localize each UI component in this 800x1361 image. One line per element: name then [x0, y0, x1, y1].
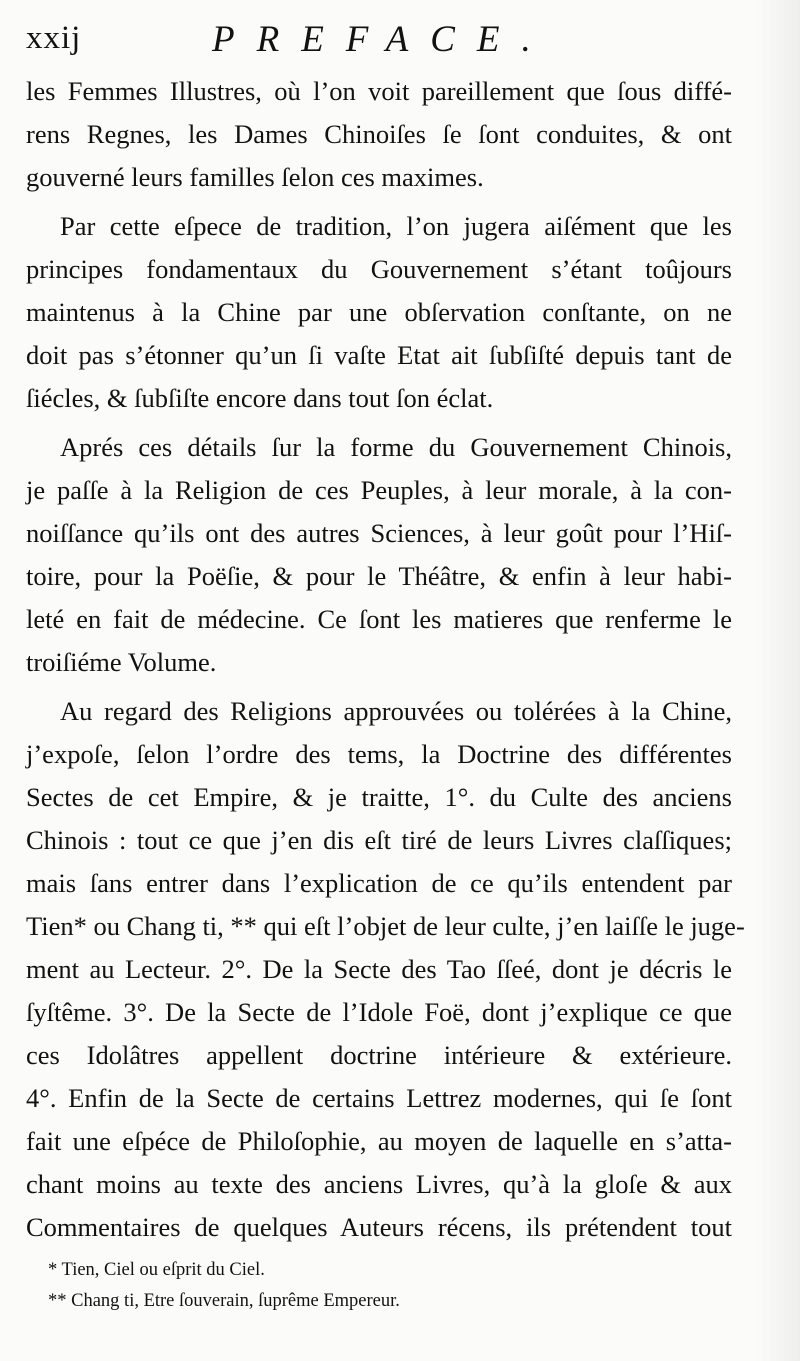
text-line: chant moins au texte des anciens Livres, qu’à la gloſe & aux: [26, 1169, 732, 1199]
running-title: PREFACE.: [212, 19, 553, 60]
footnotes: [26, 1255, 732, 1317]
text-line: maintenus à la Chine par une obſervation conſtante, on ne: [26, 297, 732, 327]
paragraph-4: [26, 690, 745, 1249]
text-line: leté en fait de médecine. Ce ſont les matieres que renferme le: [26, 604, 732, 634]
text-line: Aprés ces détails ſur la forme du Gouvernement Chinois,: [60, 432, 732, 462]
text-line: principes fondamentaux du Gouvernement s’étant toûjours: [26, 254, 732, 284]
text-line: ment au Lecteur. 2°. De la Secte des Tao ſſeé, dont je décris le: [26, 954, 732, 984]
text-line: je paſſe à la Religion de ces Peuples, à leur morale, à la con-: [26, 475, 732, 505]
text-line: Tien* ou Chang ti, ** qui eſt l’objet de leur culte, j’en laiſſe le juge-: [26, 911, 745, 941]
text-line: Commentaires de quelques Auteurs récens, ils prétendent tout: [26, 1212, 732, 1242]
text-line: mais ſans entrer dans l’explication de ce qu’ils entendent par: [26, 868, 732, 898]
paragraph-1: [26, 70, 732, 199]
paragraph-3: [26, 426, 732, 684]
text-line: Chinois : tout ce que j’en dis eſt tiré de leurs Livres claſſiques;: [26, 825, 732, 855]
text-line: fait une eſpéce de Philoſophie, au moyen de laquelle en s’atta-: [26, 1126, 732, 1156]
text-line: doit pas s’étonner qu’un ſi vaſte Etat ait ſubſiſté depuis tant de: [26, 340, 732, 370]
paragraph-2: [26, 205, 732, 420]
text-line: troiſiéme Volume.: [26, 647, 217, 677]
text-line: ſyſtême. 3°. De la Secte de l’Idole Foë, dont j’explique ce que: [26, 997, 732, 1027]
text-line: noiſſance qu’ils ont des autres Sciences, à leur goût pour l’Hiſ-: [26, 518, 732, 548]
page-header: [26, 14, 732, 70]
book-page: [26, 14, 745, 1317]
text-line: toire, pour la Poëſie, & pour le Théâtre, & enfin à leur habi-: [26, 561, 732, 591]
text-line: les Femmes Illustres, où l’on voit pareillement que ſous diffé-: [26, 76, 732, 106]
body-text: [26, 70, 745, 1249]
text-line: gouverné leurs familles ſelon ces maximes.: [26, 162, 484, 192]
text-line: ces Idolâtres appellent doctrine intérieure & extérieure.: [26, 1040, 732, 1070]
text-line: rens Regnes, les Dames Chinoiſes ſe ſont conduites, & ont: [26, 119, 732, 149]
text-line: Sectes de cet Empire, & je traitte, 1°. du Culte des anciens: [26, 782, 732, 812]
page-number: xxij: [26, 20, 82, 56]
text-line: Par cette eſpece de tradition, l’on jugera aiſément que les: [60, 211, 732, 241]
footnote-tien: * Tien, Ciel ou eſprit du Ciel.: [48, 1260, 265, 1280]
text-line: 4°. Enfin de la Secte de certains Lettrez modernes, qui ſe ſont: [26, 1083, 732, 1113]
text-line: ſiécles, & ſubſiſte encore dans tout ſon éclat.: [26, 383, 494, 413]
text-line: j’expoſe, ſelon l’ordre des tems, la Doctrine des différentes: [26, 739, 732, 769]
footnote-chang-ti: ** Chang ti, Etre ſouverain, ſuprême Empereur.: [48, 1291, 400, 1311]
text-line: Au regard des Religions approuvées ou tolérées à la Chine,: [60, 696, 732, 726]
page-edge-shadow: [756, 0, 800, 1361]
